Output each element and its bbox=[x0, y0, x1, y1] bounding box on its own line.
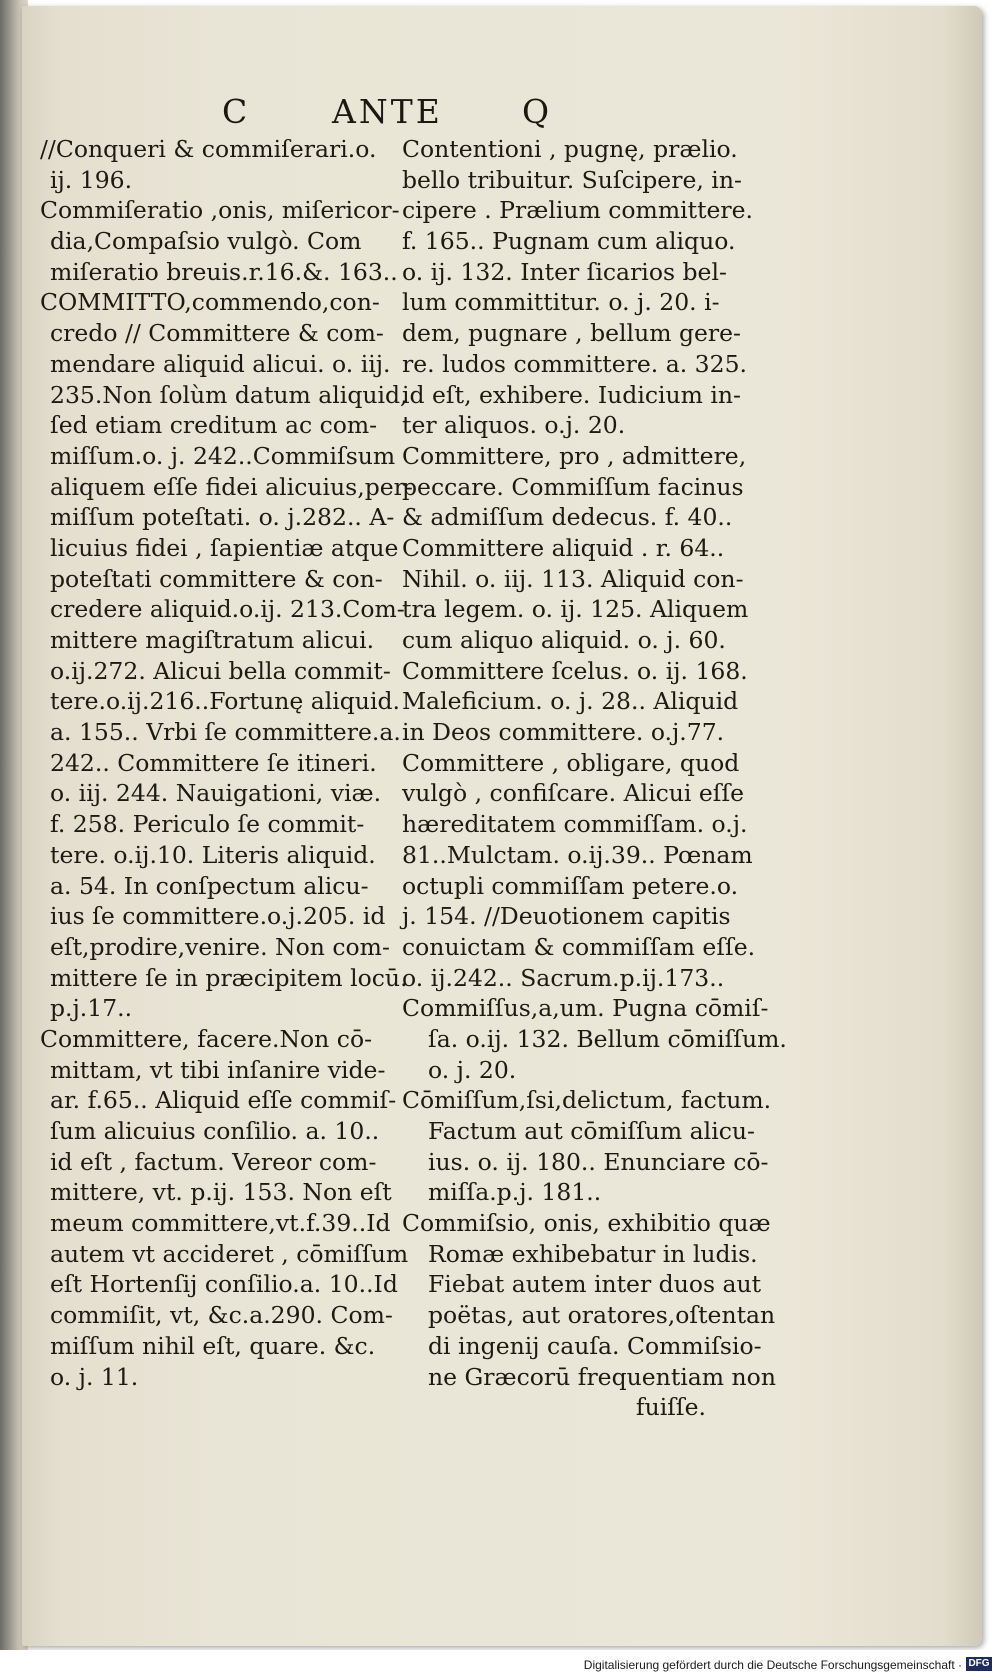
text-line: tra legem. o. ij. 125. Aliquem bbox=[402, 595, 749, 624]
text-line: f. 258. Periculo ſe commit- bbox=[50, 810, 365, 839]
text-line: cum aliquo aliquid. o. j. 60. bbox=[402, 626, 726, 654]
text-line: conuictam & commiſſam eſſe. bbox=[402, 932, 756, 961]
text-line: eſt Hortenſij conſilio.a. 10..Id bbox=[50, 1270, 398, 1299]
text-line: peccare. Commiſſum facinus bbox=[402, 472, 744, 501]
text-line: mittere ſe in præcipitem locū. bbox=[50, 963, 408, 992]
text-line: Fiebat autem inter duos aut bbox=[428, 1270, 762, 1299]
text-line: j. 154. //Deuotionem capitis bbox=[402, 902, 731, 931]
text-line: ter aliquos. o.j. 20. bbox=[402, 411, 626, 440]
text-line: in Deos committere. o.j.77. bbox=[402, 718, 725, 747]
footer-credit-text: Digitalisierung gefördert durch die Deutsche Forschungsgemeinschaft · bbox=[583, 1658, 962, 1672]
text-line: miſſum nihil eſt, quare. &c. bbox=[50, 1331, 376, 1360]
text-line: Commiſsio, onis, exhibitio quæ bbox=[402, 1209, 771, 1238]
text-line: 242.. Committere ſe itineri. bbox=[50, 748, 377, 777]
text-line: miſſum.o. j. 242..Commiſsum bbox=[50, 441, 396, 470]
text-line: poteſtati committere & con- bbox=[50, 564, 383, 593]
text-line: Committere , obligare, quod bbox=[402, 748, 740, 777]
text-line: di ingenij cauſa. Commiſsio- bbox=[428, 1331, 762, 1360]
text-line: tere.o.ij.216..Fortunę aliquid. bbox=[50, 687, 400, 716]
header-right-letter: Q bbox=[522, 92, 553, 131]
text-line: Romæ exhibebatur in ludis. bbox=[428, 1239, 758, 1268]
text-line: Contentioni , pugnę, prælio. bbox=[402, 135, 738, 163]
text-line: 235.Non ſolùm datum aliquid, bbox=[50, 380, 408, 409]
right-text-column bbox=[402, 134, 787, 1423]
text-line: ſed etiam creditum ac com- bbox=[50, 411, 378, 440]
text-line: credere aliquid.o.ij. 213.Com- bbox=[50, 595, 405, 624]
text-line: id eſt, exhibere. Iudicium in- bbox=[402, 380, 741, 409]
text-line: f. 165.. Pugnam cum aliquo. bbox=[402, 227, 736, 256]
text-line: meum committere,vt.f.39..Id bbox=[50, 1209, 391, 1238]
text-line: id eſt , factum. Vereor com- bbox=[50, 1147, 377, 1176]
text-line: dia,Compaſsio vulgò. Com bbox=[50, 227, 362, 256]
text-line: eſt,prodire,venire. Non com- bbox=[50, 932, 390, 961]
text-line: ſum alicuius conſilio. a. 10.. bbox=[50, 1117, 380, 1145]
text-line: ne Græcorū frequentiam non bbox=[428, 1362, 776, 1391]
text-line: dem, pugnare , bellum gere- bbox=[402, 319, 741, 348]
text-line: mittam, vt tibi inſanire vide- bbox=[50, 1055, 386, 1084]
text-line: o. ij.242.. Sacrum.p.ij.173.. bbox=[402, 963, 725, 992]
text-line: Factum aut cōmiſſum alicu- bbox=[428, 1117, 755, 1145]
text-line: Committere aliquid . r. 64.. bbox=[402, 533, 725, 562]
text-line: Committere, pro , admittere, bbox=[402, 441, 747, 470]
text-line: vulgò , confiſcare. Alicui eſſe bbox=[402, 779, 745, 808]
header-center-word: ANTE bbox=[332, 92, 443, 131]
text-line: autem vt accideret , cōmiſſum bbox=[50, 1239, 409, 1268]
text-line: miſeratio breuis.r.16.&. 163.. bbox=[50, 257, 398, 286]
dfg-logo: DFG bbox=[966, 1657, 992, 1671]
text-line: Committere ſcelus. o. ij. 168. bbox=[402, 656, 748, 685]
text-line: o. j. 11. bbox=[50, 1362, 139, 1391]
text-line: Maleficium. o. j. 28.. Aliquid bbox=[402, 687, 739, 716]
text-line: miſſum poteſtati. o. j.282.. A- bbox=[50, 503, 395, 532]
text-line: o. ij. 132. Inter ſicarios bel- bbox=[402, 257, 727, 286]
text-line: o.ij.272. Alicui bella commit- bbox=[50, 656, 391, 685]
text-line: //Conqueri & commiſerari.o. bbox=[40, 135, 377, 163]
text-line: ſa. o.ij. 132. Bellum cōmiſſum. bbox=[428, 1024, 787, 1053]
text-line: COMMITTO,commendo,con- bbox=[40, 288, 380, 317]
text-line: credo // Committere & com- bbox=[50, 319, 384, 348]
text-line: aliquem eſſe fidei alicuius,per- bbox=[50, 472, 413, 501]
running-header bbox=[0, 92, 1000, 136]
text-line: ius ſe committere.o.j.205. id bbox=[50, 902, 386, 931]
text-line: miſſa.p.j. 181.. bbox=[428, 1178, 602, 1207]
text-line: tere. o.ij.10. Literis aliquid. bbox=[50, 840, 376, 869]
text-line: mittere magiſtratum alicui. bbox=[50, 626, 375, 654]
header-left-letter: C bbox=[222, 92, 251, 131]
text-line: mittere, vt. p.ij. 153. Non eſt bbox=[50, 1178, 392, 1207]
text-line: hæreditatem commiſſam. o.j. bbox=[402, 810, 748, 839]
text-line: p.j.17.. bbox=[50, 994, 133, 1023]
text-line: Commiſeratio ,onis, miſericor- bbox=[40, 196, 400, 225]
text-line: commiſit, vt, &c.a.290. Com- bbox=[50, 1301, 393, 1330]
text-line: Nihil. o. iij. 113. Aliquid con- bbox=[402, 564, 744, 593]
text-line: lum committitur. o. j. 20. i- bbox=[402, 288, 720, 317]
text-line: licuius fidei , ſapientiæ atque bbox=[50, 533, 399, 562]
digitization-footer bbox=[0, 1650, 1000, 1680]
text-line: o. j. 20. bbox=[428, 1055, 517, 1084]
text-line: cipere . Prælium committere. bbox=[402, 196, 754, 225]
text-line: & admiſſum dedecus. f. 40.. bbox=[402, 503, 733, 532]
text-line: ar. f.65.. Aliquid eſſe commiſ- bbox=[50, 1086, 397, 1115]
text-line: ius. o. ij. 180.. Enunciare cō- bbox=[428, 1147, 769, 1176]
text-line: 81..Mulctam. o.ij.39.. Pœnam bbox=[402, 840, 753, 869]
text-line: Commiſſus,a,um. Pugna cōmiſ- bbox=[402, 994, 769, 1023]
text-line: o. iij. 244. Nauigationi, viæ. bbox=[50, 779, 382, 808]
text-line: mendare aliquid alicui. o. iij. bbox=[50, 349, 391, 378]
left-text-column bbox=[40, 134, 413, 1392]
text-line: bello tribuitur. Suſcipere, in- bbox=[402, 165, 742, 194]
text-line: Cōmiſſum,ſsi,delictum, factum. bbox=[402, 1086, 772, 1115]
text-line: fuiſſe. bbox=[635, 1393, 706, 1422]
text-line: re. ludos committere. a. 325. bbox=[402, 349, 747, 378]
text-line: a. 155.. Vrbi ſe committere.a. bbox=[50, 718, 401, 747]
text-line: octupli commiſſam petere.o. bbox=[402, 871, 739, 900]
text-line: ij. 196. bbox=[50, 165, 133, 194]
text-line: Committere, facere.Non cō- bbox=[40, 1024, 373, 1053]
text-line: poëtas, aut oratores,oſtentan bbox=[428, 1301, 776, 1330]
text-line: a. 54. In conſpectum alicu- bbox=[50, 871, 369, 900]
